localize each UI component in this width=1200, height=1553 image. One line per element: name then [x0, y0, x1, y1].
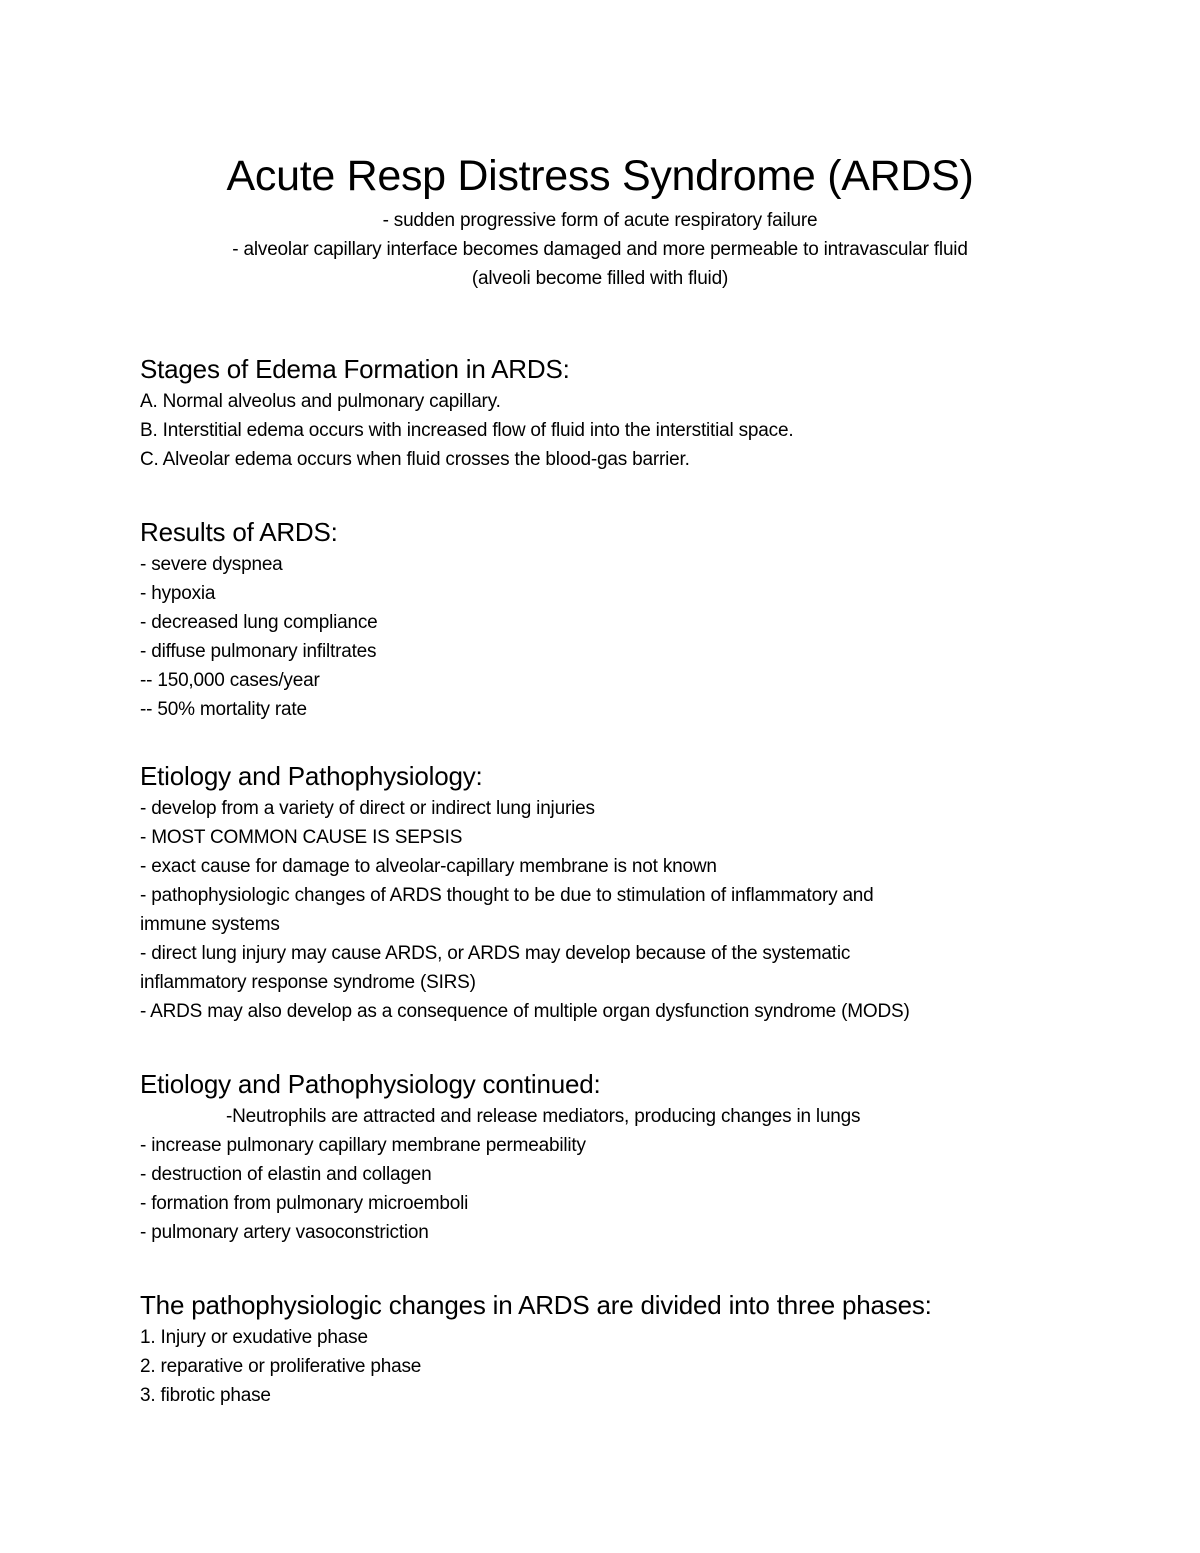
- etiology-item: - exact cause for damage to alveolar-capillary membrane is not known: [140, 856, 717, 877]
- etiology-section: [140, 758, 1060, 1026]
- etiology-item: - develop from a variety of direct or indirect lung injuries: [140, 798, 595, 819]
- etiology-item: - ARDS may also develop as a consequence of multiple organ dysfunction syndrome (MODS): [140, 1001, 910, 1022]
- phase-item: 1. Injury or exudative phase: [140, 1327, 368, 1348]
- result-item: - hypoxia: [140, 583, 216, 604]
- document-title: Acute Resp Distress Syndrome (ARDS): [226, 152, 974, 200]
- result-item: -- 150,000 cases/year: [140, 670, 320, 691]
- phase-item: 2. reparative or proliferative phase: [140, 1356, 422, 1377]
- etiology-continued-section: [140, 1066, 1060, 1247]
- intro-block: [140, 206, 1060, 293]
- phase-item: 3. fibrotic phase: [140, 1385, 271, 1406]
- stage-item: A. Normal alveolus and pulmonary capillary.: [140, 391, 501, 412]
- etiology-continued-lead: -Neutrophils are attracted and release mediators, producing changes in lungs: [226, 1106, 861, 1127]
- intro-line: - sudden progressive form of acute respiratory failure: [382, 210, 818, 231]
- result-item: - severe dyspnea: [140, 554, 283, 575]
- etiology-item: immune systems: [140, 914, 280, 935]
- etiology-continued-item: - increase pulmonary capillary membrane permeability: [140, 1135, 586, 1156]
- result-item: -- 50% mortality rate: [140, 699, 307, 720]
- stages-heading: Stages of Edema Formation in ARDS:: [140, 354, 570, 384]
- result-item: - diffuse pulmonary infiltrates: [140, 641, 377, 662]
- result-item: - decreased lung compliance: [140, 612, 378, 633]
- stages-section: [140, 351, 1060, 474]
- results-section: [140, 514, 1060, 724]
- etiology-continued-item: - formation from pulmonary microemboli: [140, 1193, 469, 1214]
- etiology-item: - MOST COMMON CAUSE IS SEPSIS: [140, 827, 463, 848]
- intro-line: (alveoli become filled with fluid): [471, 268, 729, 289]
- results-heading: Results of ARDS:: [140, 517, 338, 547]
- phases-section: [140, 1287, 1060, 1410]
- intro-line: - alveolar capillary interface becomes damaged and more permeable to intravascular fluid: [232, 239, 968, 260]
- stage-item: B. Interstitial edema occurs with increased flow of fluid into the interstitial space.: [140, 420, 794, 441]
- etiology-heading: Etiology and Pathophysiology:: [140, 761, 483, 791]
- etiology-item: inflammatory response syndrome (SIRS): [140, 972, 476, 993]
- stage-item: C. Alveolar edema occurs when fluid crosses the blood-gas barrier.: [140, 449, 690, 470]
- etiology-item: - direct lung injury may cause ARDS, or ARDS may develop because of the systematic: [140, 943, 851, 964]
- etiology-continued-item: - destruction of elastin and collagen: [140, 1164, 432, 1185]
- etiology-continued-heading: Etiology and Pathophysiology continued:: [140, 1069, 601, 1099]
- etiology-item: - pathophysiologic changes of ARDS thought to be due to stimulation of inflammatory and: [140, 885, 874, 906]
- phases-heading: The pathophysiologic changes in ARDS are divided into three phases:: [140, 1290, 932, 1320]
- etiology-continued-item: - pulmonary artery vasoconstriction: [140, 1222, 429, 1243]
